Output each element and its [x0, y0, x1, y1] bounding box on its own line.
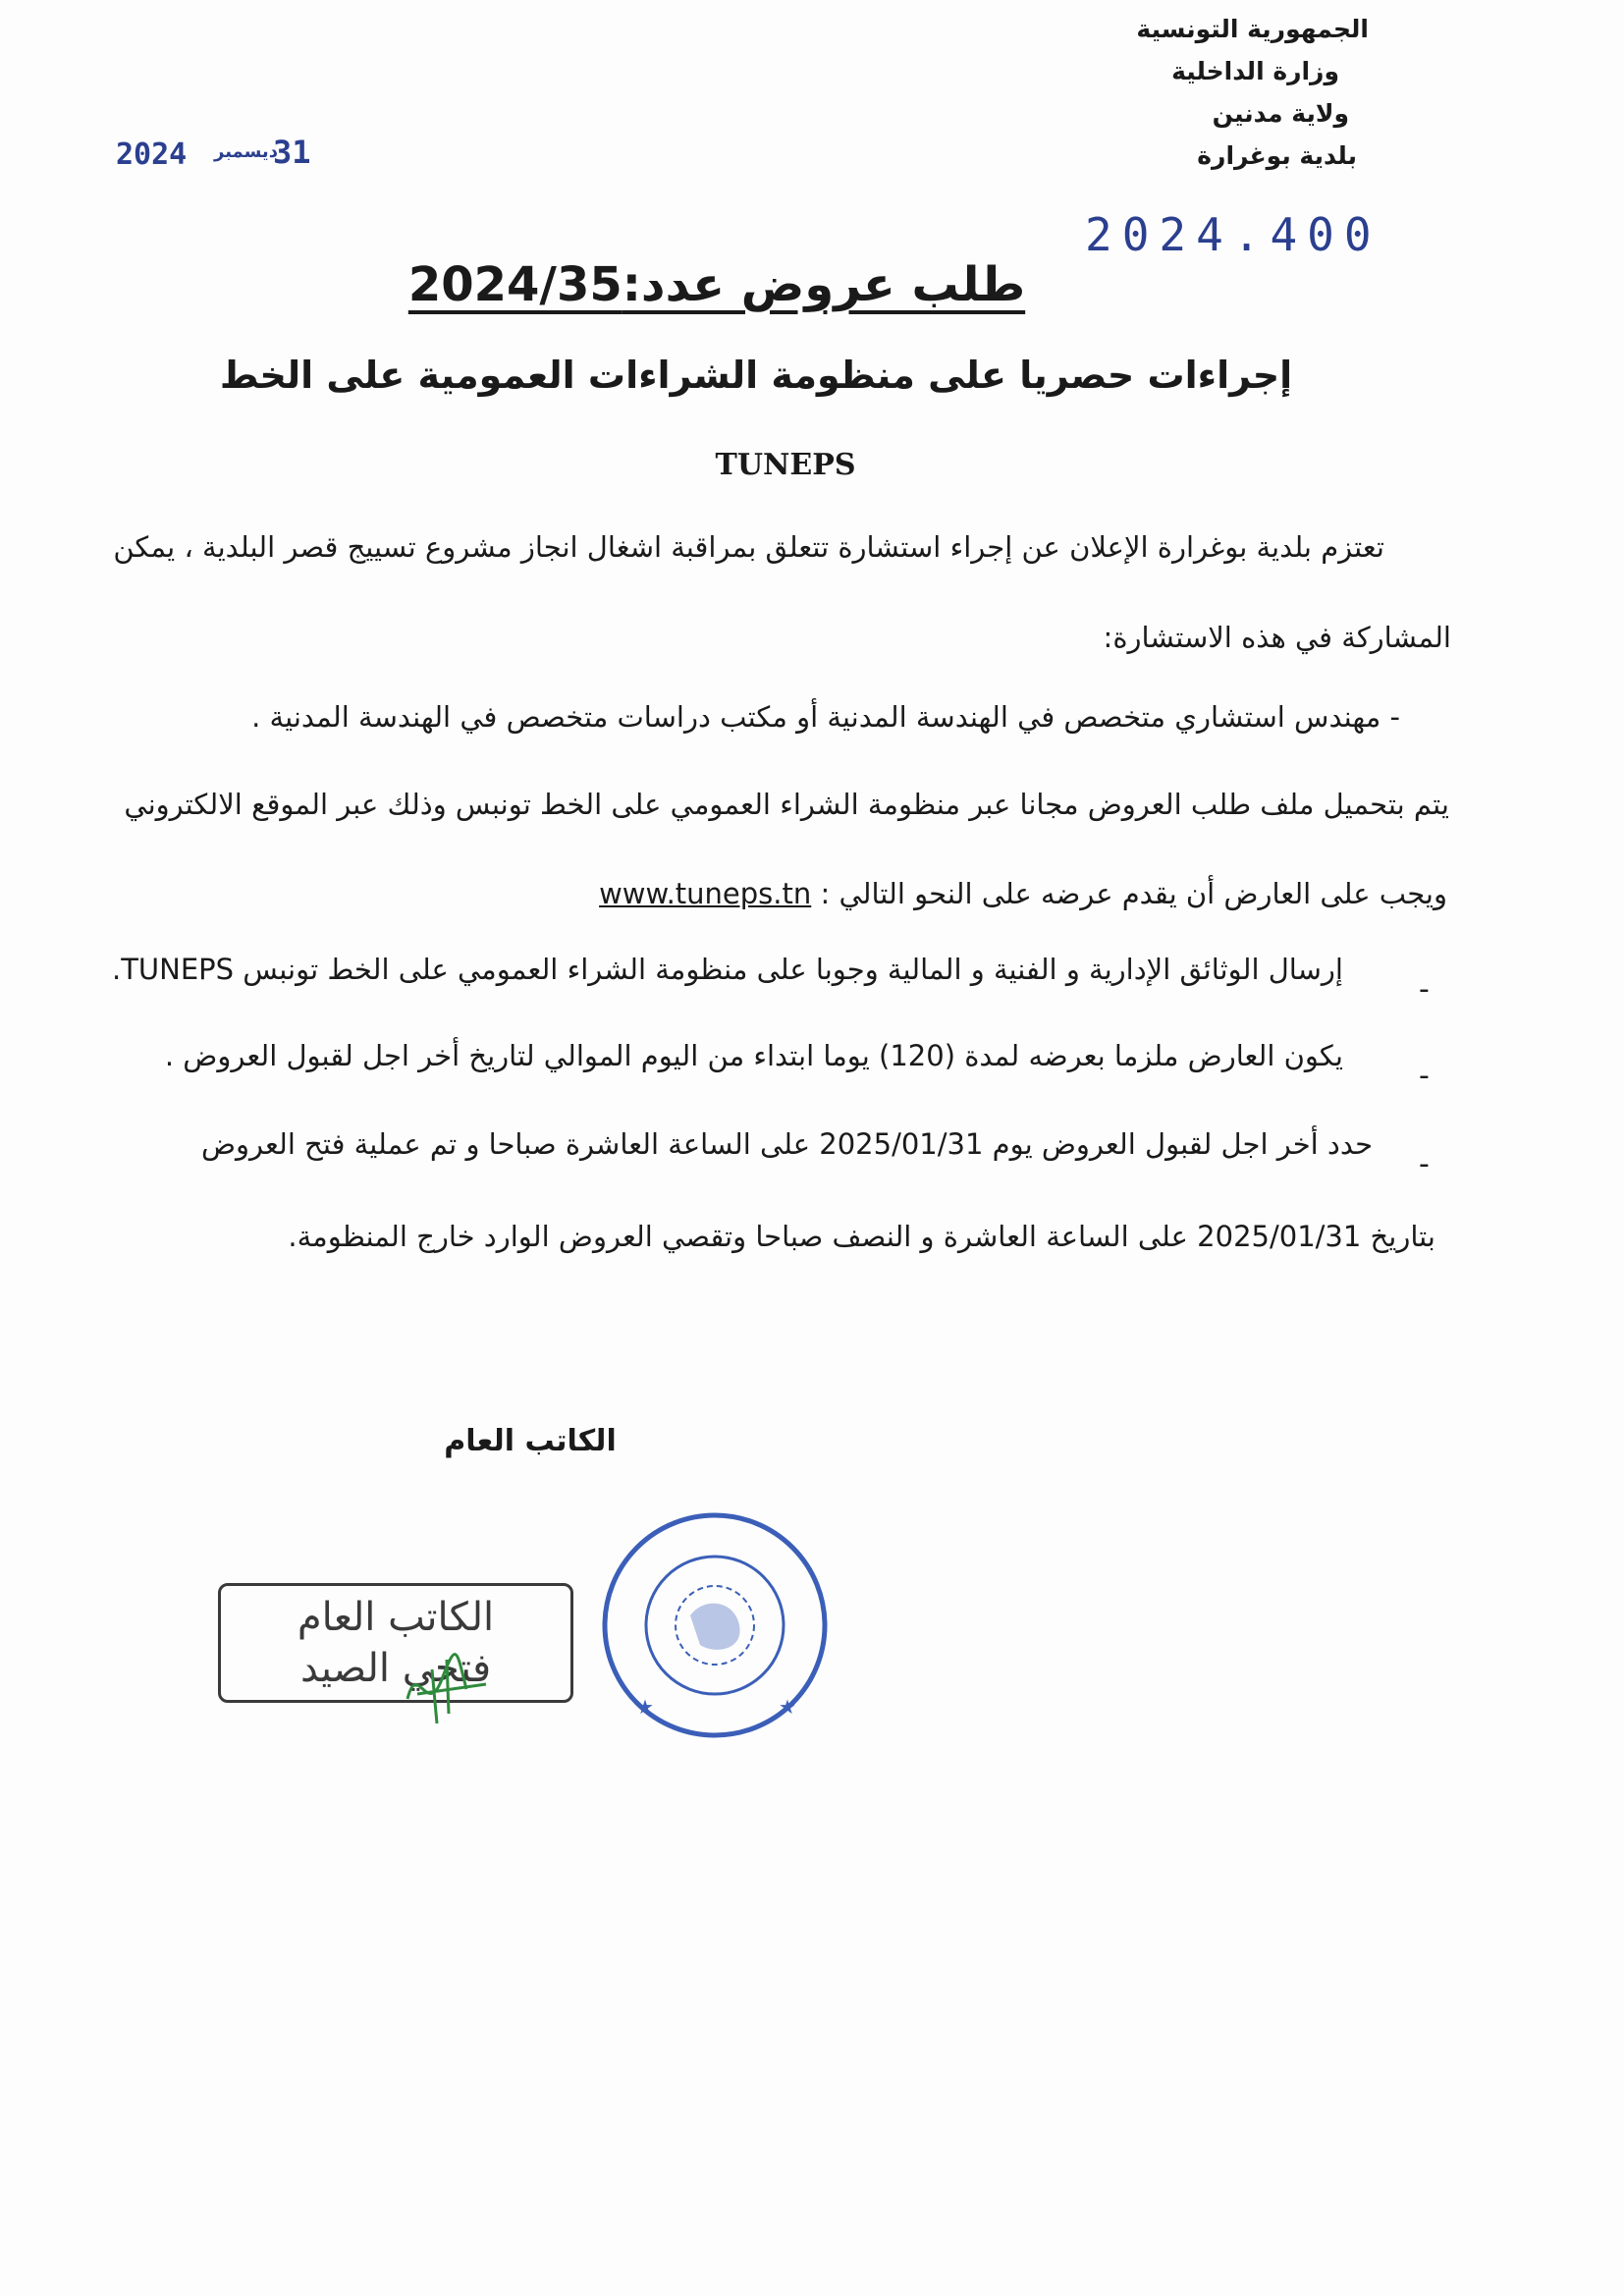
letterhead-municipality: بلدية بوغرارة — [1197, 141, 1357, 170]
bullet-dash-2: - — [1419, 1059, 1430, 1093]
tuneps-label: TUNEPS — [715, 448, 856, 482]
reference-number: 2024.400 — [1085, 208, 1381, 261]
date-stamp-month: ديسمبر — [214, 141, 278, 162]
document-title: طلب عروض عدد:2024/35 — [407, 257, 1026, 312]
bullet-1: إرسال الوثائق الإدارية و الفنية و المالية وجوبا على منظومة الشراء العمومي على الخط تونبس TUNEPS. — [112, 953, 1343, 986]
signer-title: الكاتب العام — [444, 1424, 617, 1458]
bullet-3: حدد أخر اجل لقبول العروض يوم 2025/01/31 على الساعة العاشرة صباحا و تم عملية فتح العروض — [200, 1127, 1373, 1161]
bullet-3-continued: بتاريخ 2025/01/31 على الساعة العاشرة و النصف صباحا وتقصي العروض الوارد خارج المنظومة. — [288, 1220, 1435, 1253]
official-seal-icon — [597, 1507, 833, 1743]
date-stamp-year: 2024 — [116, 137, 188, 172]
svg-text:★: ★ — [779, 1695, 796, 1719]
bullet-dash-3: - — [1419, 1147, 1430, 1181]
signature-icon — [388, 1640, 506, 1728]
letterhead-ministry: وزارة الداخلية — [1171, 57, 1339, 85]
website-link[interactable]: www.tuneps.tn — [599, 877, 812, 910]
document-subtitle: إجراءات حصريا على منظومة الشراءات العمومية على الخط — [219, 354, 1293, 397]
svg-text:★: ★ — [636, 1695, 654, 1719]
intro-line-1: تعتزم بلدية بوغرارة الإعلان عن إجراء استشارة تتعلق بمراقبة اشغال انجاز مشروع تسييج قصر البلدية ، يمكن — [113, 530, 1384, 564]
date-stamp-day: 31 — [273, 134, 311, 171]
download-line-2 — [599, 877, 1447, 910]
letterhead-governorate: ولاية مدنين — [1212, 99, 1349, 128]
letterhead-republic: الجمهورية التونسية — [1136, 15, 1369, 43]
letterhead — [1136, 8, 1369, 177]
participant-line: - مهندس استشاري متخصص في الهندسة المدنية أو مكتب دراسات متخصص في الهندسة المدنية . — [251, 700, 1400, 734]
date-stamp — [116, 130, 332, 179]
bullet-2: يكون العارض ملزما بعرضه لمدة (120) يوما ابتداء من اليوم الموالي لتاريخ أخر اجل لقبول العروض . — [164, 1039, 1343, 1072]
bullet-dash-1: - — [1419, 972, 1430, 1007]
intro-line-2: المشاركة في هذه الاستشارة: — [1103, 621, 1451, 654]
download-line-1: يتم بتحميل ملف طلب العروض مجانا عبر منظومة الشراء العمومي على الخط تونبس وذلك عبر الموقع الالكتروني — [124, 788, 1449, 821]
name-stamp-name: فتحي الصيد — [299, 1646, 492, 1691]
name-stamp-title: الكاتب العام — [297, 1595, 495, 1640]
download-instructions: ويجب على العارض أن يقدم عرضه على النحو التالي : — [820, 877, 1447, 910]
